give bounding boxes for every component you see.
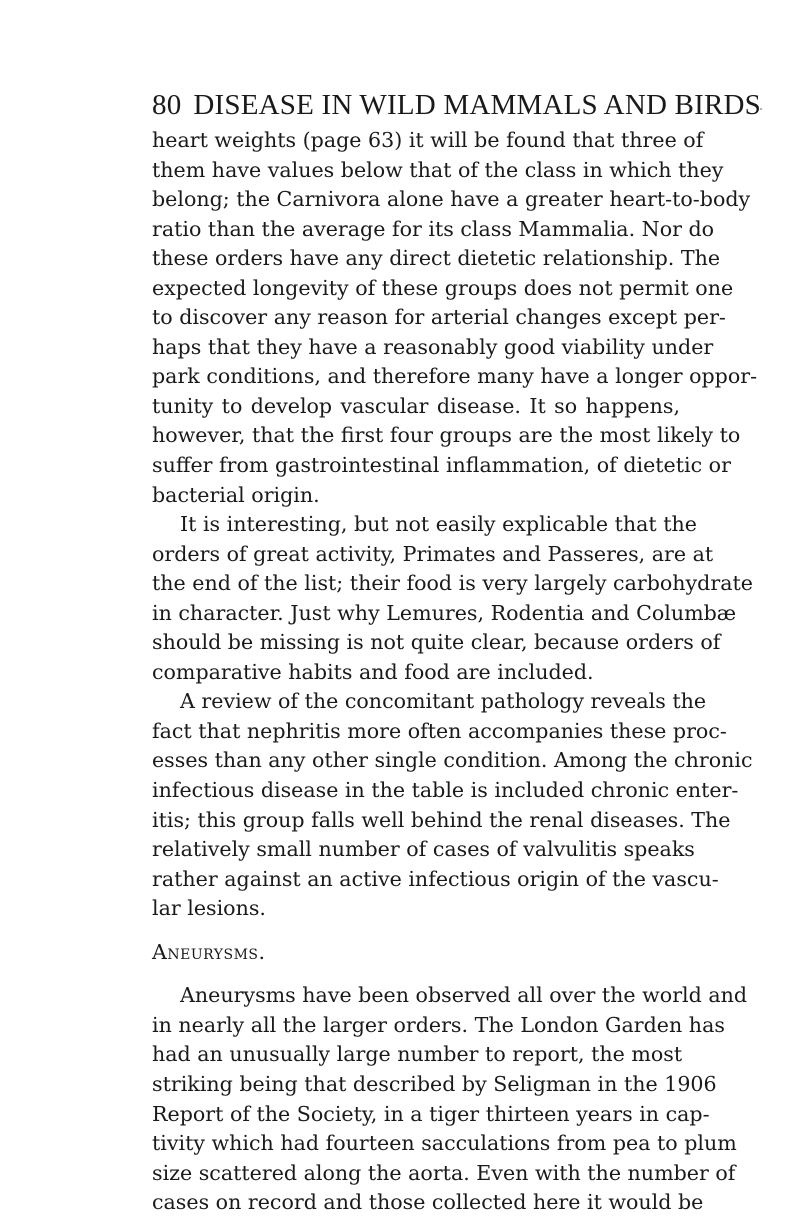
paragraph-aneurysms [152,981,748,1217]
body-text [152,126,758,1218]
text-line: Report of the Society, in a tiger thirteen years in cap- [152,1101,710,1126]
text-line: fact that nephritis more often accompanies these proc- [152,718,727,743]
text-line: cases on record and those collected here it would be [152,1190,704,1215]
text-line: A review of the concomitant pathology reveals the [180,689,707,714]
text-line: ratio than the average for its class Mammalia. Nor do [152,216,715,241]
text-line: heart weights (page 63) it will be found that three of [152,128,704,152]
running-title: DISEASE IN WILD MAMMALS AND BIRDS [193,89,761,121]
text-line: It is interesting, but not easily explicable that the [180,512,697,537]
paragraph-continued [152,126,758,510]
section-heading: Aneurysms. [152,939,266,964]
text-line: in character. Just why Lemures, Rodentia and Columbæ [152,600,737,625]
text-line: Aneurysms have been observed all over the world and [180,983,748,1008]
text-line: tivity which had fourteen sacculations from pea to plum [152,1131,737,1156]
text-line: infectious disease in the table is included chronic enter- [152,778,739,803]
text-line: park conditions, and therefore many have a longer oppor- [152,364,758,389]
paragraph-concomitant-pathology [152,687,753,923]
text-line: bacterial origin. [152,482,320,507]
text-line: expected longevity of these groups does not permit one [152,275,734,300]
text-line: had an unusually large number to report, the most [152,1042,683,1067]
text-line: striking being that described by Seligman in the 1906 [152,1071,717,1096]
text-line: comparative habits and food are included. [152,659,594,684]
text-line: lar lesions. [152,896,266,921]
text-line: in nearly all the larger orders. The London Garden has [152,1012,725,1037]
text-line: however, that the first four groups are the most likely to [152,423,741,448]
text-line: these orders have any direct dietetic relationship. The [152,246,721,271]
page-number: 80 [152,89,182,121]
text-line: belong; the Carnivora alone have a greater heart-to-body [152,187,751,212]
text-line: tunity to develop vascular disease. It so happens, [152,393,680,418]
text-line: relatively small number of cases of valvulitis speaks [152,837,695,862]
text-line: haps that they have a reasonably good viability under [152,334,714,359]
running-head [152,88,761,122]
text-line: suffer from gastrointestinal inflammation, of dietetic or [152,453,731,478]
text-line: itis; this group falls well behind the renal diseases. The [152,807,731,832]
text-line: orders of great activity, Primates and Passeres, are at [152,541,714,566]
text-line: them have values below that of the class in which they [152,157,724,182]
text-line: rather against an active infectious origin of the vascu- [152,866,719,891]
text-line: esses than any other single condition. Among the chronic [152,748,753,773]
text-line: size scattered along the aorta. Even with the number of [152,1160,736,1185]
text-line: should be missing is not quite clear, because orders of [152,630,721,655]
paragraph-orders-activity [152,510,753,687]
text-line: to discover any reason for arterial changes except per- [152,305,726,330]
text-line: the end of the list; their food is very largely carbohydrate [152,571,753,596]
